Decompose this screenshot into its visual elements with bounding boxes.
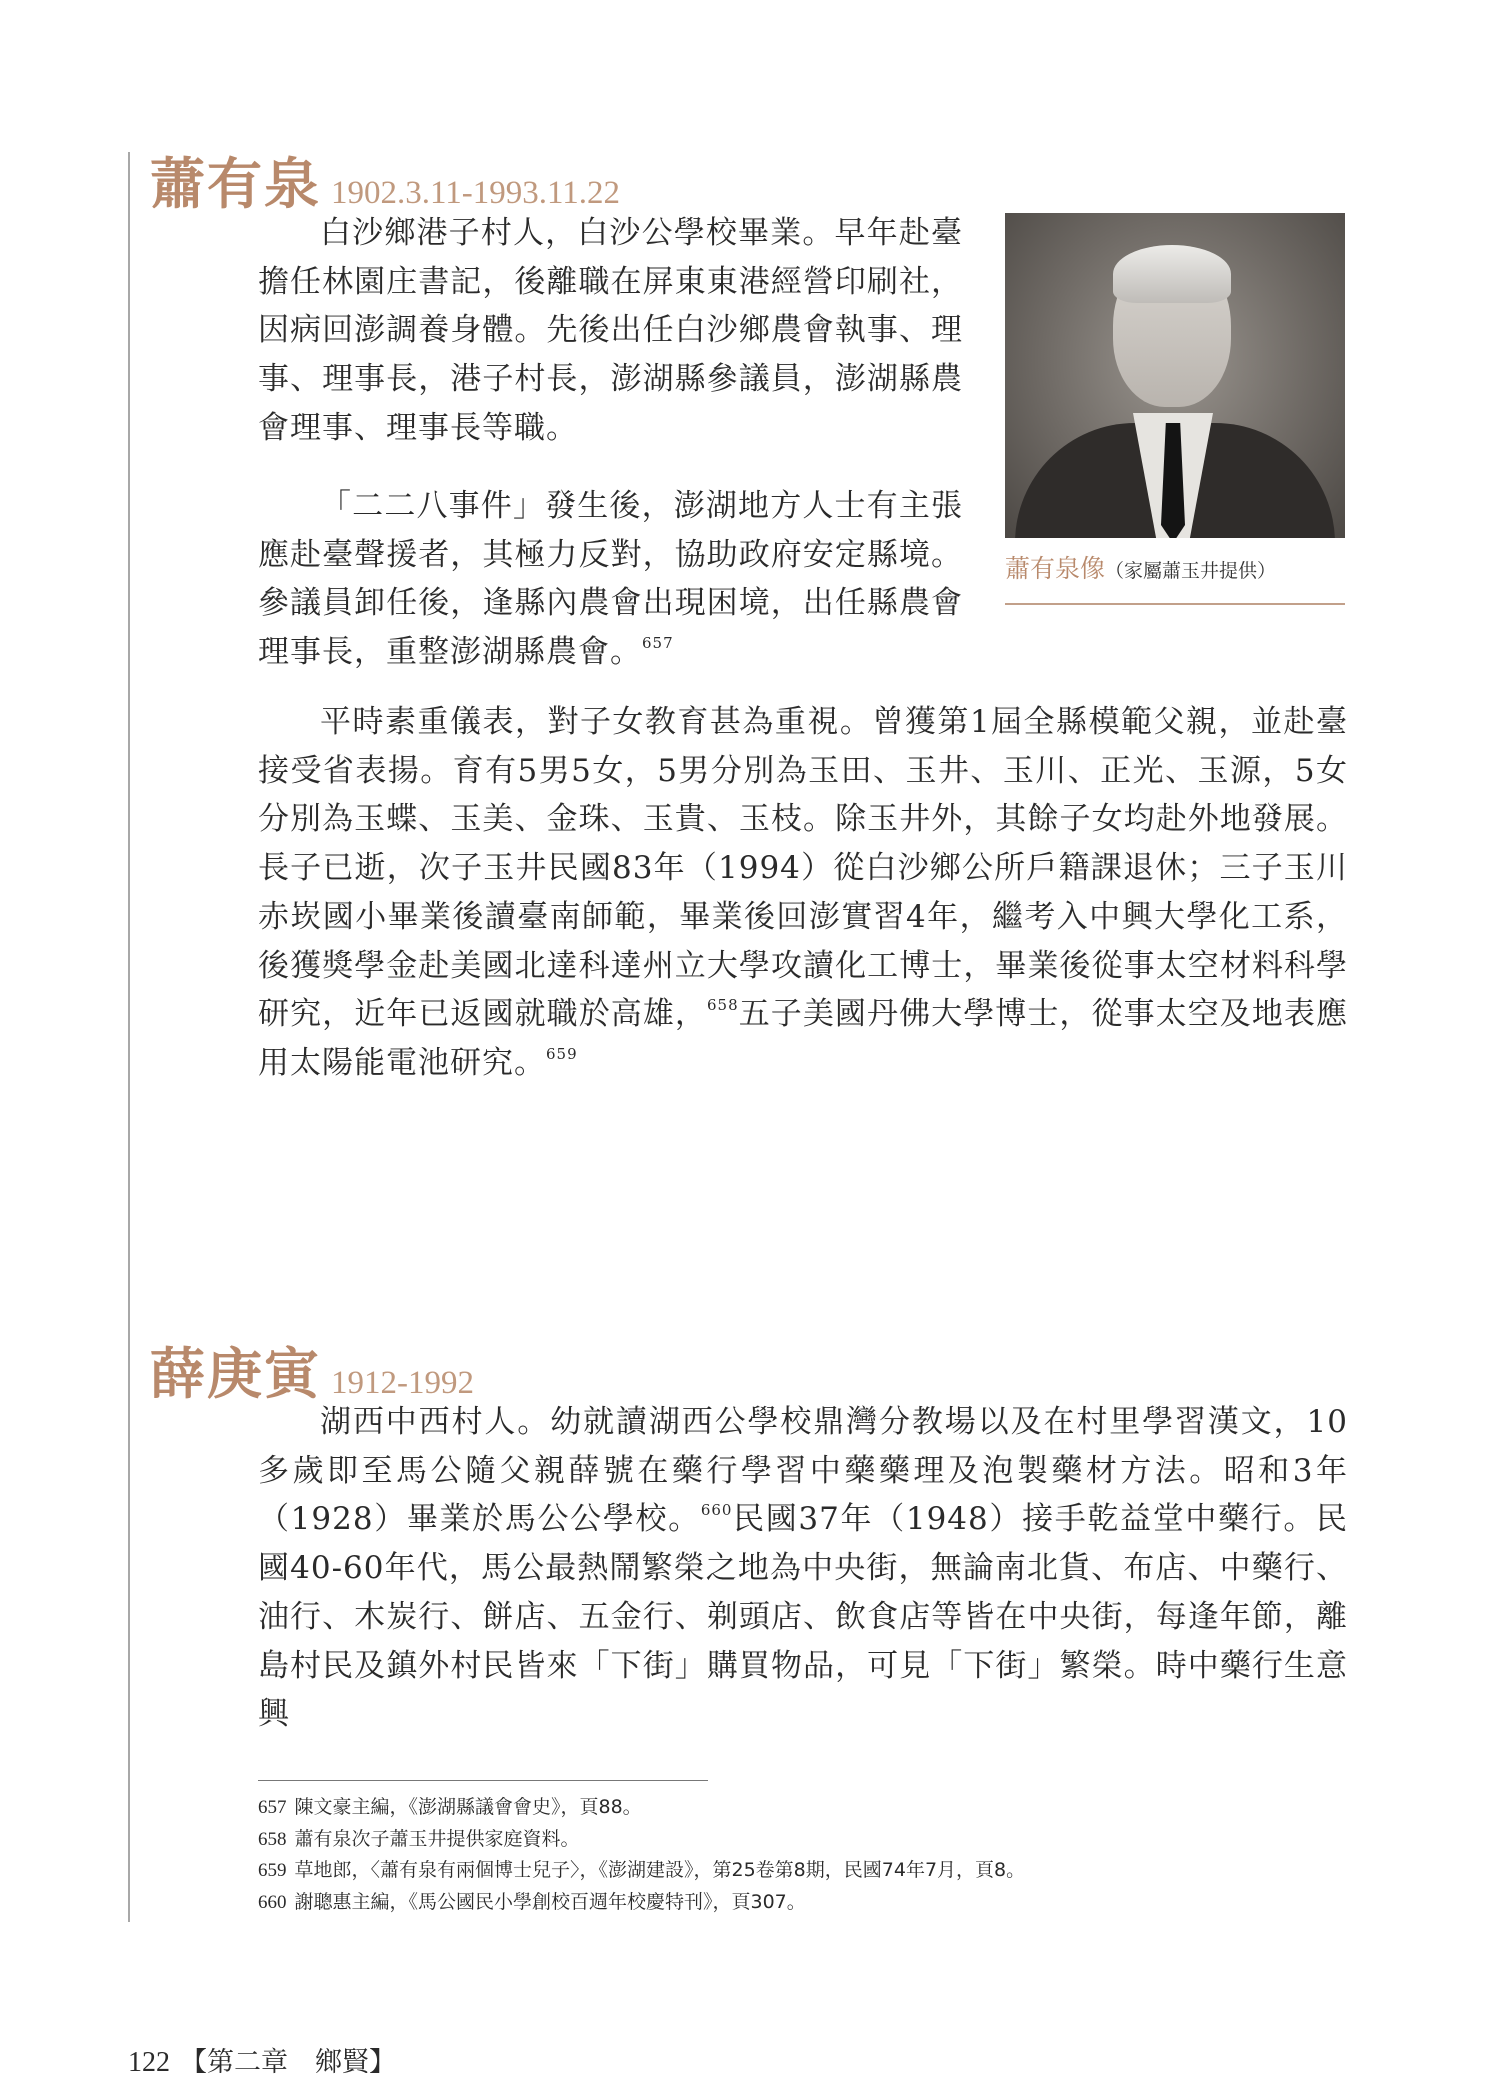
footnote: 660 謝聰惠主編，《馬公國民小學創校百週年校慶特刊》，頁307。 [258, 1890, 806, 1913]
chapter-label: 【第二章 鄉賢】 [180, 2047, 396, 2078]
entry-title-1 [150, 140, 620, 219]
entry-name: 薛庚寅 [150, 1341, 322, 1406]
footnote-ref[interactable]: 658 [707, 996, 739, 1015]
page-footer [128, 2040, 396, 2079]
caption-credit: （家屬蕭玉井提供） [1105, 560, 1277, 582]
footnote-ref[interactable]: 657 [642, 634, 674, 653]
page-number: 122 [128, 2047, 170, 2078]
portrait-photo [1005, 213, 1345, 538]
footnote: 659 草地郎，〈蕭有泉有兩個博士兒子〉，《澎湖建設》，第25卷第8期，民國74年7月，頁8。 [258, 1859, 1026, 1881]
left-margin-rule [128, 152, 130, 1922]
caption-rule [1005, 603, 1345, 605]
entry-name: 蕭有泉 [150, 151, 322, 216]
footnote: 657 陳文豪主編，《澎湖縣議會會史》，頁88。 [258, 1796, 642, 1818]
entry-dates: 1912-1992 [331, 1365, 475, 1401]
paragraph: 「二二八事件」發生後，澎湖地方人士有主張應赴臺聲援者，其極力反對，協助政府安定縣境。參議員卸任後，逢縣內農會出現困境，出任縣農會理事長，重整澎湖縣農會。$^{657}$ [258, 488, 963, 671]
footnote-ref[interactable]: 659 [546, 1044, 578, 1063]
footnote: 658 蕭有泉次子蕭玉井提供家庭資料。 [258, 1827, 580, 1850]
paragraph: 平時素重儀表，對子女教育甚為重視。曾獲第1屆全縣模範父親，並赴臺接受省表揚。育有5男5女，5男分別為玉田、玉井、玉川、正光、玉源，5女分別為玉蝶、玉美、金珠、玉貴、玉枝。除玉井外，其餘子女均赴外地發展。長子已逝，次子玉井民國83年（1994）從白沙鄉公所戶籍課退休；三子玉川赤崁國小畢業後讀臺南師範，畢業後回澎實習4年，繼考入中興大學化工系，後獲獎學金赴美國北達科達州立大學攻讀化工博士，畢業後從事太空材料科學研究，近年已返國就職於高雄，$^{658}$五子美國丹佛大學博士，從事太空及地表應用太陽能電池研究。$^{659}$ [258, 704, 1348, 1081]
photo-caption [1005, 549, 1276, 585]
footnotes [258, 1792, 1358, 1918]
footnote-rule [258, 1780, 708, 1781]
paragraph: 湖西中西村人。幼就讀湖西公學校鼎灣分教場以及在村里學習漢文，10多歲即至馬公隨父親薛號在藥行學習中藥藥理及泡製藥材方法。昭和3年（1928）畢業於馬公公學校。$^{660}$民國37年（1948）接手乾益堂中藥行。民國40-60年代，馬公最熱鬧繁榮之地為中央街，無論南北貨、布店、中藥行、油行、木炭行、餅店、五金行、剃頭店、飲食店等皆在中央街，每逢年節，離島村民及鎮外村民皆來「下街」購買物品，可見「下街」繁榮。時中藥行生意興 [258, 1404, 1348, 1733]
footnote-ref[interactable]: 660 [700, 1501, 733, 1520]
caption-title: 蕭有泉像 [1005, 554, 1106, 583]
entry-dates: 1902.3.11-1993.11.22 [331, 175, 621, 211]
paragraph: 白沙鄉港子村人，白沙公學校畢業。早年赴臺擔任林園庄書記，後離職在屏東東港經營印刷社，因病回澎調養身體。先後出任白沙鄉農會執事、理事、理事長，港子村長，澎湖縣參議員，澎湖縣農會理事、理事長等職。 [258, 215, 963, 446]
